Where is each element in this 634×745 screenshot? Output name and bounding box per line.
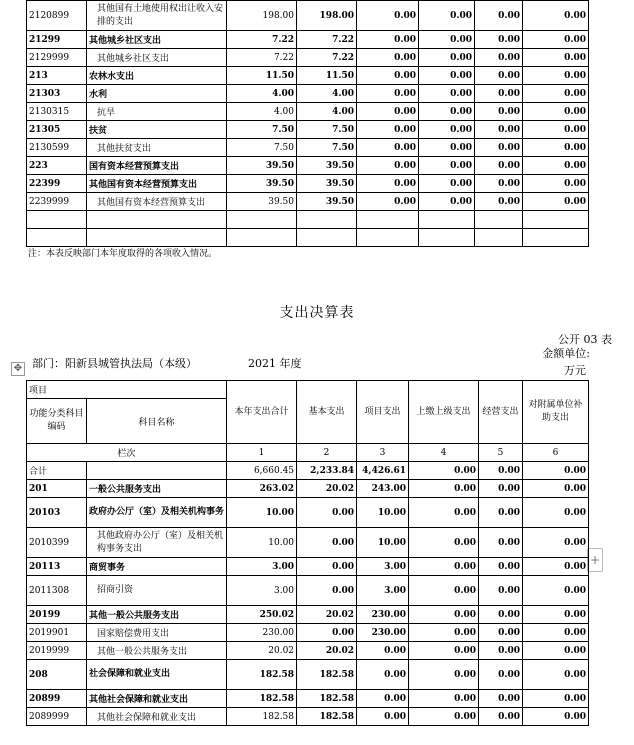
row-code <box>27 229 87 247</box>
row-value: 243.00 <box>357 480 409 498</box>
row-value <box>227 229 297 247</box>
row-value: 3.00 <box>227 558 297 576</box>
header-basic: 基本支出 <box>297 381 357 444</box>
income-table-body <box>27 1 589 247</box>
row-value: 0.00 <box>419 157 475 175</box>
row-value: 0.00 <box>523 49 589 67</box>
row-value: 0.00 <box>357 642 409 660</box>
row-value <box>419 229 475 247</box>
row-value: 7.22 <box>227 49 297 67</box>
row-code: 20199 <box>27 606 87 624</box>
row-name: 招商引资 <box>87 576 227 606</box>
table-row <box>27 103 589 121</box>
row-value: 0.00 <box>357 67 419 85</box>
row-code: 21303 <box>27 85 87 103</box>
header-subsidy: 对附属单位补助支出 <box>523 381 589 444</box>
header-lanci: 栏次 <box>27 444 227 462</box>
row-code: 2089999 <box>27 708 87 726</box>
row-value: 0.00 <box>475 67 523 85</box>
row-value: 0.00 <box>523 175 589 193</box>
row-code: 2011308 <box>27 576 87 606</box>
row-value: 7.50 <box>297 121 357 139</box>
row-name <box>87 462 227 480</box>
row-name <box>87 229 227 247</box>
table-row <box>27 660 589 690</box>
row-value: 11.50 <box>227 67 297 85</box>
row-code: 213 <box>27 67 87 85</box>
row-name: 其他社会保障和就业支出 <box>87 708 227 726</box>
row-value <box>475 211 523 229</box>
add-column-button[interactable]: + <box>587 548 603 572</box>
row-value: 4,426.61 <box>357 462 409 480</box>
table-row <box>27 121 589 139</box>
row-value: 0.00 <box>357 660 409 690</box>
table-row <box>27 211 589 229</box>
year-label: 2021 年度 <box>248 357 302 370</box>
row-value: 250.02 <box>227 606 297 624</box>
row-value: 39.50 <box>227 157 297 175</box>
row-value: 0.00 <box>419 85 475 103</box>
row-value: 0.00 <box>523 85 589 103</box>
header-code: 功能分类科目编码 <box>27 399 87 444</box>
row-value: 3.00 <box>227 576 297 606</box>
row-value: 0.00 <box>409 528 479 558</box>
row-value: 39.50 <box>227 193 297 211</box>
row-value: 0.00 <box>479 576 523 606</box>
row-value: 0.00 <box>523 480 589 498</box>
row-value: 0.00 <box>409 660 479 690</box>
row-value: 0.00 <box>523 121 589 139</box>
table-row <box>27 157 589 175</box>
row-value <box>523 229 589 247</box>
row-name: 农林水支出 <box>87 67 227 85</box>
row-value: 230.00 <box>227 624 297 642</box>
row-value: 0.00 <box>479 462 523 480</box>
row-value: 7.22 <box>227 31 297 49</box>
row-value: 0.00 <box>475 31 523 49</box>
row-value: 0.00 <box>479 558 523 576</box>
row-code: 2130315 <box>27 103 87 121</box>
table-row <box>27 528 589 558</box>
row-value: 0.00 <box>523 660 589 690</box>
row-value: 20.02 <box>297 480 357 498</box>
row-code: 2019901 <box>27 624 87 642</box>
row-code: 20103 <box>27 498 87 528</box>
row-value: 7.22 <box>297 31 357 49</box>
table-row <box>27 498 589 528</box>
row-value: 198.00 <box>227 1 297 31</box>
row-value: 10.00 <box>227 528 297 558</box>
row-value: 0.00 <box>357 31 419 49</box>
row-value: 7.22 <box>297 49 357 67</box>
row-code: 2130599 <box>27 139 87 157</box>
row-value <box>475 229 523 247</box>
row-name: 其他国有土地使用权出让收入安排的支出 <box>87 1 227 31</box>
row-value: 0.00 <box>419 67 475 85</box>
row-value: 0.00 <box>297 576 357 606</box>
header-upper: 上缴上级支出 <box>409 381 479 444</box>
row-name: 商贸事务 <box>87 558 227 576</box>
row-value: 20.02 <box>297 606 357 624</box>
row-name: 抗旱 <box>87 103 227 121</box>
row-value: 20.02 <box>227 642 297 660</box>
row-value: 0.00 <box>419 121 475 139</box>
row-name: 国有资本经营预算支出 <box>87 157 227 175</box>
row-value: 0.00 <box>523 606 589 624</box>
row-value: 0.00 <box>409 624 479 642</box>
row-code <box>27 211 87 229</box>
row-code: 20113 <box>27 558 87 576</box>
row-value: 4.00 <box>227 85 297 103</box>
form-number: 公开 03 表 <box>558 333 612 346</box>
row-name: 其他一般公共服务支出 <box>87 642 227 660</box>
header-col-num: 6 <box>523 444 589 462</box>
row-value <box>357 229 419 247</box>
header-row-project <box>27 381 589 399</box>
row-value: 10.00 <box>357 498 409 528</box>
row-value: 0.00 <box>479 642 523 660</box>
row-value: 39.50 <box>297 157 357 175</box>
row-value: 182.58 <box>297 708 357 726</box>
row-value: 0.00 <box>523 193 589 211</box>
table-row <box>27 462 589 480</box>
row-name: 其他国有资本经营预算支出 <box>87 193 227 211</box>
row-value <box>297 211 357 229</box>
row-name: 其他城乡社区支出 <box>87 49 227 67</box>
row-value: 182.58 <box>227 708 297 726</box>
table-row <box>27 558 589 576</box>
row-value: 11.50 <box>297 67 357 85</box>
header-business: 经营支出 <box>479 381 523 444</box>
row-value: 7.50 <box>297 139 357 157</box>
table-note: 注：本表反映部门本年度取得的各项收入情况。 <box>28 249 218 259</box>
row-value: 0.00 <box>523 624 589 642</box>
header-row-lanci <box>27 444 589 462</box>
table-row <box>27 624 589 642</box>
row-value <box>227 211 297 229</box>
row-value: 0.00 <box>357 157 419 175</box>
unit-value: 万元 <box>564 364 586 377</box>
table-row <box>27 67 589 85</box>
row-code: 22399 <box>27 175 87 193</box>
row-value: 6,660.45 <box>227 462 297 480</box>
row-value <box>357 211 419 229</box>
row-value: 0.00 <box>475 1 523 31</box>
header-project: 项目 <box>27 381 227 399</box>
row-value: 0.00 <box>409 690 479 708</box>
row-value: 0.00 <box>523 642 589 660</box>
row-code: 2019999 <box>27 642 87 660</box>
row-value: 0.00 <box>357 49 419 67</box>
row-value: 0.00 <box>523 558 589 576</box>
row-value: 4.00 <box>297 103 357 121</box>
row-value: 0.00 <box>479 708 523 726</box>
table-row <box>27 139 589 157</box>
row-name <box>87 211 227 229</box>
row-name: 其他一般公共服务支出 <box>87 606 227 624</box>
row-name: 一般公共服务支出 <box>87 480 227 498</box>
table-row <box>27 576 589 606</box>
header-col-num: 3 <box>357 444 409 462</box>
income-table-continued <box>26 0 589 247</box>
row-value: 0.00 <box>479 498 523 528</box>
row-value: 2,233.84 <box>297 462 357 480</box>
row-value: 39.50 <box>297 175 357 193</box>
row-value: 0.00 <box>419 31 475 49</box>
row-code: 合计 <box>27 462 87 480</box>
row-value: 0.00 <box>479 528 523 558</box>
row-value: 0.00 <box>523 1 589 31</box>
row-value: 0.00 <box>479 624 523 642</box>
row-value: 0.00 <box>475 85 523 103</box>
row-value: 0.00 <box>409 480 479 498</box>
row-value: 182.58 <box>297 660 357 690</box>
row-value: 0.00 <box>357 139 419 157</box>
row-code: 2129999 <box>27 49 87 67</box>
unit-label: 金额单位: <box>542 347 590 360</box>
row-value: 0.00 <box>523 576 589 606</box>
row-value: 0.00 <box>357 1 419 31</box>
row-code: 21305 <box>27 121 87 139</box>
row-value: 4.00 <box>227 103 297 121</box>
header-total: 本年支出合计 <box>227 381 297 444</box>
row-value: 230.00 <box>357 624 409 642</box>
row-value: 0.00 <box>523 103 589 121</box>
row-value: 182.58 <box>227 690 297 708</box>
row-name: 扶贫 <box>87 121 227 139</box>
row-value: 230.00 <box>357 606 409 624</box>
row-value: 182.58 <box>227 660 297 690</box>
table-row <box>27 193 589 211</box>
row-code: 21299 <box>27 31 87 49</box>
row-value: 0.00 <box>479 480 523 498</box>
row-value: 0.00 <box>357 121 419 139</box>
row-value: 0.00 <box>409 606 479 624</box>
row-value: 3.00 <box>357 558 409 576</box>
row-value: 0.00 <box>357 85 419 103</box>
table-row <box>27 606 589 624</box>
row-value: 0.00 <box>475 193 523 211</box>
row-value: 0.00 <box>479 660 523 690</box>
row-name: 社会保障和就业支出 <box>87 660 227 690</box>
row-value: 0.00 <box>409 498 479 528</box>
row-name: 其他扶贫支出 <box>87 139 227 157</box>
header-project-exp: 项目支出 <box>357 381 409 444</box>
row-value: 0.00 <box>409 708 479 726</box>
row-value: 0.00 <box>357 193 419 211</box>
table-row <box>27 31 589 49</box>
row-name: 政府办公厅（室）及相关机构事务 <box>87 498 227 528</box>
row-value: 0.00 <box>357 708 409 726</box>
row-name: 其他城乡社区支出 <box>87 31 227 49</box>
row-code: 2010399 <box>27 528 87 558</box>
row-value: 0.00 <box>523 67 589 85</box>
row-value <box>297 229 357 247</box>
row-value: 0.00 <box>297 498 357 528</box>
row-value: 0.00 <box>523 528 589 558</box>
row-value: 0.00 <box>409 642 479 660</box>
row-code: 20899 <box>27 690 87 708</box>
row-value: 4.00 <box>297 85 357 103</box>
table-row <box>27 480 589 498</box>
row-value: 0.00 <box>479 690 523 708</box>
row-value: 0.00 <box>523 708 589 726</box>
row-name: 国家赔偿费用支出 <box>87 624 227 642</box>
row-value: 0.00 <box>475 175 523 193</box>
table-row <box>27 175 589 193</box>
row-value: 0.00 <box>475 49 523 67</box>
row-value: 0.00 <box>523 498 589 528</box>
expenditure-table <box>26 380 589 726</box>
table-row <box>27 49 589 67</box>
row-value: 0.00 <box>523 139 589 157</box>
page-title: 支出决算表 <box>279 305 355 321</box>
row-value: 0.00 <box>479 606 523 624</box>
row-value <box>523 211 589 229</box>
row-name: 水利 <box>87 85 227 103</box>
row-value: 0.00 <box>297 528 357 558</box>
row-value: 198.00 <box>297 1 357 31</box>
table-row <box>27 85 589 103</box>
row-value: 0.00 <box>409 462 479 480</box>
row-value: 0.00 <box>419 193 475 211</box>
row-value: 0.00 <box>475 121 523 139</box>
row-value: 0.00 <box>419 175 475 193</box>
row-value: 182.58 <box>297 690 357 708</box>
row-code: 208 <box>27 660 87 690</box>
header-col-num: 5 <box>479 444 523 462</box>
table-move-handle-icon[interactable]: ✥ <box>11 362 25 376</box>
table-row <box>27 642 589 660</box>
row-value: 0.00 <box>419 1 475 31</box>
row-value: 7.50 <box>227 121 297 139</box>
row-name: 其他社会保障和就业支出 <box>87 690 227 708</box>
row-value: 3.00 <box>357 576 409 606</box>
row-value: 0.00 <box>419 103 475 121</box>
row-value: 0.00 <box>419 139 475 157</box>
row-code: 223 <box>27 157 87 175</box>
row-value: 0.00 <box>297 558 357 576</box>
row-value: 7.50 <box>227 139 297 157</box>
row-value: 0.00 <box>523 462 589 480</box>
row-code: 2239999 <box>27 193 87 211</box>
expenditure-table-body <box>27 462 589 726</box>
row-value: 10.00 <box>357 528 409 558</box>
row-value: 0.00 <box>297 624 357 642</box>
row-value: 0.00 <box>475 139 523 157</box>
table-row <box>27 229 589 247</box>
row-value: 20.02 <box>297 642 357 660</box>
table-row <box>27 1 589 31</box>
header-col-num: 4 <box>409 444 479 462</box>
row-name: 其他国有资本经营预算支出 <box>87 175 227 193</box>
row-value: 0.00 <box>357 690 409 708</box>
row-value: 0.00 <box>523 690 589 708</box>
row-value: 39.50 <box>227 175 297 193</box>
row-value: 0.00 <box>409 558 479 576</box>
row-value: 0.00 <box>475 103 523 121</box>
table-row <box>27 708 589 726</box>
department-label: 部门：阳新县城管执法局（本级） <box>32 357 197 370</box>
row-value: 0.00 <box>523 31 589 49</box>
row-value: 0.00 <box>357 103 419 121</box>
header-col-num: 2 <box>297 444 357 462</box>
row-value: 10.00 <box>227 498 297 528</box>
row-value: 0.00 <box>357 175 419 193</box>
row-value: 263.02 <box>227 480 297 498</box>
row-value <box>419 211 475 229</box>
row-code: 2120899 <box>27 1 87 31</box>
row-value: 0.00 <box>475 157 523 175</box>
row-value: 39.50 <box>297 193 357 211</box>
row-value: 0.00 <box>523 157 589 175</box>
row-name: 其他政府办公厅（室）及相关机构事务支出 <box>87 528 227 558</box>
header-name: 科目名称 <box>87 399 227 444</box>
row-value: 0.00 <box>419 49 475 67</box>
row-code: 201 <box>27 480 87 498</box>
table-row <box>27 690 589 708</box>
header-col-num: 1 <box>227 444 297 462</box>
row-value: 0.00 <box>409 576 479 606</box>
